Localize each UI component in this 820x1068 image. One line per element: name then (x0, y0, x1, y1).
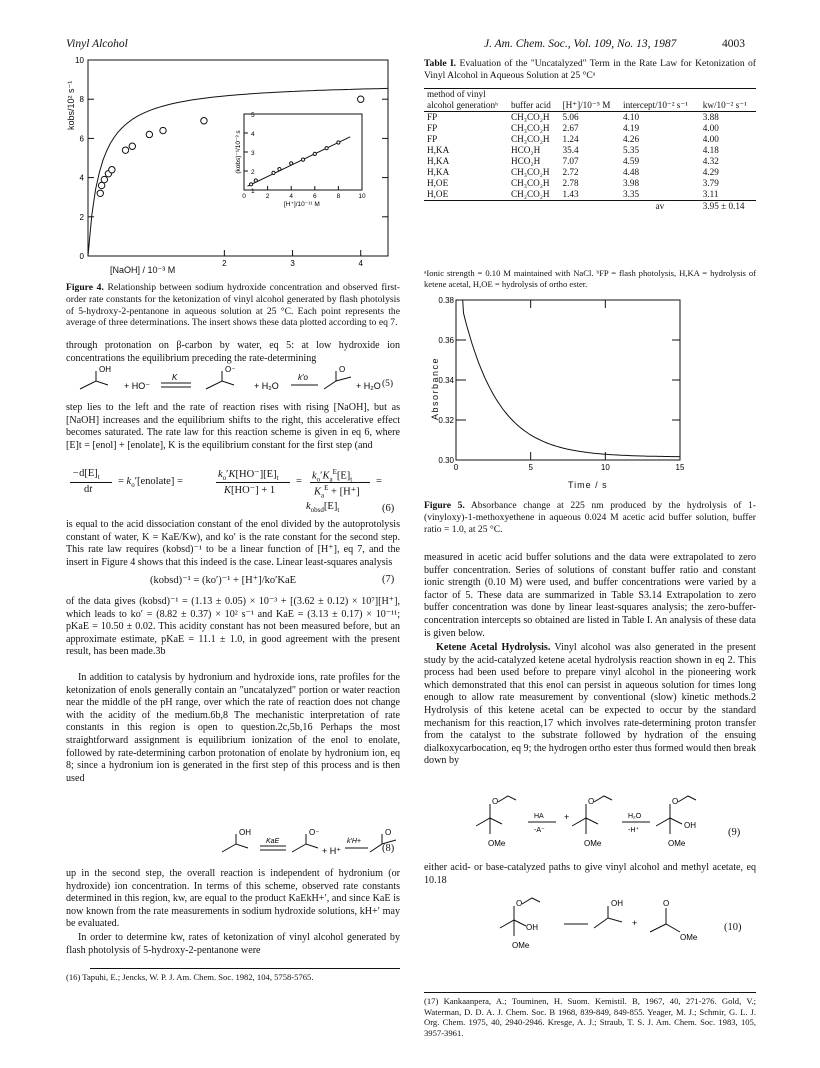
svg-text:+ H⁺: + H⁺ (322, 846, 342, 856)
figure-5-y-tick-label: 0.38 (438, 296, 454, 305)
figure-5-plot (430, 290, 720, 490)
figure-5-y-tick-label: 0.32 (438, 416, 454, 425)
svg-text:OMe: OMe (680, 933, 698, 942)
figure-4-inset-point (290, 162, 293, 165)
table-1-cell: 2.67 (562, 123, 579, 133)
running-head-left: Vinyl Alcohol (66, 38, 128, 50)
figure-4-inset-x-label: [H⁺]/10⁻¹¹ M (284, 201, 320, 208)
figure-5-x-label: Time / s (568, 480, 608, 490)
figure-4-point (201, 118, 207, 124)
equation-6-number: (6) (382, 503, 395, 514)
figure-4-inset-y-tick-label: 5 (251, 112, 255, 119)
table-1-row (424, 167, 756, 178)
svg-text:O⁻: O⁻ (309, 828, 320, 837)
table-1-row (424, 178, 756, 189)
table-1-cell: CH₃CO₂H (511, 112, 550, 122)
left-para-7: In order to determine kw, rates of ketonization of vinyl alcohol generated by flash photolysis of 5-hydroxy-2-pentanone were (66, 932, 400, 956)
table-1-cell: 2.72 (562, 167, 579, 177)
table-1-cell: CH₃CO₂H (511, 134, 550, 144)
figure-4-inset-frame (244, 114, 362, 190)
svg-text:O: O (339, 365, 346, 374)
left-para-5: In addition to catalysis by hydronium and hydroxide ions, rate profiles for the ketonization of enols generally contain an "uncatalyzed" portion or water reaction near the middle of the pH range, over which the rate of reaction does not change with the acidity of the medium.6b,8 The mechanistic interpretation of rate constants in this region is open to question.2c,5b,16 Perhaps the most straightforward assignment is equilibrium ionization of the enol to enolate, followed by rate-determining carbon protonation of enolate by hydronium ion, eq 8; since a hydronium ion is generated in the first step of this process and is then used (66, 672, 400, 784)
table-1-cell: FP (427, 112, 438, 122)
table-1-cell: 5.06 (562, 112, 579, 122)
table-1-row (424, 123, 756, 134)
svg-text:OH: OH (239, 828, 251, 837)
svg-text:O: O (663, 899, 670, 908)
table-1-row (424, 145, 756, 156)
table-1-cell: 4.26 (623, 134, 640, 144)
equation-7: (kobsd)⁻¹ = (ko′)⁻¹ + [H⁺]/ko′KaE (150, 575, 297, 586)
table-1-cell (560, 201, 621, 213)
equation-10-number: (10) (724, 922, 742, 933)
table-1-cell: 35.4 (562, 145, 579, 155)
figure-4-inset-point (272, 171, 275, 174)
table-1-cell: CH₃CO₂H (511, 167, 550, 177)
table-1-footnote: ᵃIonic strength = 0.10 M maintained with NaCl. ᵇFP = flash photolysis, H,KA = hydrolysis of ketene acetal, H,OE = hydrolysis of ortho ester. (424, 268, 756, 289)
figure-5-x-tick-label: 10 (600, 463, 610, 472)
figure-4-y-tick-label: 8 (79, 95, 84, 105)
table-1-cell: H,KA (427, 156, 450, 166)
figure-4-inset-x-tick-label: 4 (289, 193, 294, 200)
table-1-average-label: av (620, 201, 700, 213)
footnote-16: (16) Tapuhi, E.; Jencks, W. P. J. Am. Chem. Soc. 1982, 104, 5758-5765. (66, 972, 314, 982)
figure-5-caption: Figure 5. Absorbance change at 225 nm produced by the hydrolysis of 1-(vinyloxy)-1-methoxyethene in aqueous 0.024 M acetic acid buffer solution, buffer ratio = 1.0, at 25 °C. (424, 500, 756, 535)
svg-text:OH: OH (526, 923, 538, 932)
svg-text:k′o: k′o (298, 373, 308, 382)
figure-4-plot (64, 52, 400, 268)
figure-4-x-tick-label: 2 (222, 259, 227, 268)
figure-4-inset-y-tick-label: 3 (251, 150, 255, 157)
table-1-cell: 3.11 (702, 189, 719, 199)
figure-4-inset-point (301, 158, 304, 161)
figure-5-y-tick-label: 0.34 (438, 376, 454, 385)
figure-4-y-tick-label: 0 (79, 252, 84, 261)
table-1-average-row (424, 201, 756, 213)
figure-4-caption: Figure 4. Relationship between sodium hydroxide concentration and observed first-order rate constants for the ketonization of vinyl alcohol generated by flash photolysis of 5-hydroxy-2-pentanone in aqueous solution at 25 °C. Each point represents the average of three determinations. The insert shows these data plotted according to eq 7. (66, 282, 400, 329)
equation-9-scheme (466, 790, 736, 862)
svg-text:k′H+: k′H+ (347, 838, 361, 845)
figure-5-y-tick-label: 0.30 (438, 456, 454, 465)
table-1-cell: 4.18 (702, 145, 719, 155)
footnote-17: (17) Kankaanpera, A.; Touminen, H. Suom. Kemistil. B, 1967, 40, 271-276. Gold, V.; Waterman, D. D. A. J. Chem. Soc. B 1968, 839-849, 849-855. Yeager, M. J.; Schmir, G. L. J. Org. Chem. 1975, 40, 2940-2946. Kresge, A. J.; Straub, T. S. J. Am. Chem. Soc. 1983, 105, 3957-3961. (424, 996, 756, 1038)
table-1-row (424, 112, 756, 124)
figure-4-inset-x-tick-label: 8 (336, 193, 341, 200)
table-1-cell: CH₃CO₂H (511, 123, 550, 133)
table-1-cell: 1.24 (562, 134, 579, 144)
figure-4-inset-x-tick-label: 6 (312, 193, 317, 200)
figure-5-y-tick-label: 0.36 (438, 336, 454, 345)
svg-text:OH: OH (611, 899, 623, 908)
table-1-header-buffer: buffer acid (508, 89, 560, 112)
figure-4-inset-x-tick-label: 2 (265, 193, 270, 200)
svg-text:K: K (172, 373, 178, 382)
table-1-average-value: 3.95 ± 0.14 (700, 201, 756, 213)
left-para-3: is equal to the acid dissociation constant of the enol divided by the autoprotolysis constant of water, K = KaE/Kw), and ko′ is the rate constant for the second step. This rate law requires (kobsd)⁻¹ to be a linear function of [H⁺], eq 7, and the insert in Figure 4 shows that this indeed is the case. Linear least-squares analysis (66, 519, 400, 568)
table-1-cell: H,OE (427, 189, 449, 199)
figure-4-point (146, 131, 152, 137)
table-1-cell: 4.48 (623, 167, 640, 177)
figure-4-inset-x-tick-label: 0 (242, 193, 246, 200)
table-1-cell: H,KA (427, 145, 450, 155)
running-head-journal: J. Am. Chem. Soc., Vol. 109, No. 13, 1987 (484, 38, 677, 50)
figure-5-y-label: Absorbance (430, 356, 440, 420)
equation-10-scheme (490, 892, 730, 958)
table-1-cell (424, 201, 508, 213)
svg-text:OMe: OMe (512, 941, 530, 950)
svg-text:OH: OH (684, 821, 696, 830)
svg-text:+ HO⁻: + HO⁻ (124, 381, 151, 391)
figure-4-inset-y-label: (kobs)⁻¹/10⁻³ s (235, 130, 242, 174)
table-1-cell: 4.00 (702, 123, 719, 133)
table-1-cell: 3.35 (623, 189, 640, 199)
right-para-1: measured in acetic acid buffer solutions and the data were extrapolated to zero buffer concentration. Series of solutions of constant buffer ratio and constant ionic strength (0.10 M) were used, and buffer concentrations were varied by a factor of 5. These data are summarized in Table S3.14 Extrapolation to zero buffer concentration was done by linear least-squares analysis; the zero-buffer-concentration intercepts so obtained are listed in Table I. An analysis of these data is given below. (424, 552, 756, 639)
equation-7-number: (7) (382, 574, 395, 585)
figure-4-inset-x-tick-label: 10 (358, 193, 366, 200)
svg-text:O: O (588, 797, 595, 806)
right-para-2: Ketene Acetal Hydrolysis. Vinyl alcohol was also generated in the present study by the acid-catalyzed ketene acetal hydrolysis reaction shown in eq 2. This process had been used before to prepare vinyl alcohol in the pioneering work which demonstrated that this enol can persist in aqueous solution for times long enough to allow rate measurement by conventional (slow) kinetic methods.2 Hydrolysis of this ketene acetal can be expected to occur by the standard mechanism for this reaction,17 which involves rate-determining proton transfer from the catalyst to the substrate followed by hydration of the ensuing dialkoxycarbocation, eq 9; the hydrogen ortho ester thus formed would then break down by (424, 642, 756, 767)
left-footnote-rule (90, 968, 400, 969)
figure-4-inset-point (278, 168, 281, 171)
figure-5-axes (438, 296, 685, 472)
table-1-title: Table I. Evaluation of the "Uncatalyzed" Term in the Rate Law for Ketonization of Vinyl Alcohol in Aqueous Solution at 25 °Cᵃ (424, 58, 756, 81)
table-1-row (424, 189, 756, 201)
table-1-cell: 3.98 (623, 178, 640, 188)
svg-text:+ H₂O: + H₂O (254, 381, 279, 391)
figure-4-y-tick-label: 6 (79, 134, 84, 144)
left-para-2: step lies to the left and the rate of reaction rises with rising [NaOH], but as [NaOH] increases and the equilibrium shifts to the right, this accelerative effect becomes saturated. The rate law for this reaction scheme is given in eq 6, where [E]t = [enol] + [enolate], K is the equilibrium constant for the first step (and (66, 402, 400, 451)
svg-text:KaE: KaE (266, 838, 280, 845)
svg-text:+: + (632, 918, 638, 928)
figure-4-x-tick-label: 4 (358, 259, 363, 268)
equation-5-scheme (66, 363, 400, 395)
figure-4-point (358, 96, 364, 102)
table-1-body (424, 112, 756, 213)
equation-8-scheme (200, 826, 400, 860)
table-1-cell: HCO₂H (511, 145, 541, 155)
table-1-cell: 4.19 (623, 123, 640, 133)
table-1-cell: 2.78 (562, 178, 579, 188)
svg-text:O: O (492, 797, 499, 806)
table-1-cell: CH₂CO₂H (511, 189, 550, 199)
svg-text:-H⁺: -H⁺ (628, 827, 640, 834)
equation-8-number: (8) (382, 843, 395, 854)
table-1-header-method: method of vinyl alcohol generationᵇ (424, 89, 508, 112)
svg-text:OH: OH (99, 365, 111, 374)
table-1 (424, 88, 756, 212)
table-1-cell: 3.79 (702, 178, 719, 188)
left-para-4: of the data gives (kobsd)⁻¹ = (1.13 ± 0.05) × 10⁻³ + [(3.62 ± 0.12) × 10⁷][H⁺], which leads to ko′ = (8.82 ± 0.37) × 10² s⁻¹ and KaE = (3.13 ± 0.17) × 10⁻¹¹; pKaE = 10.50 ± 0.02. This acidity constant has not been measured before, but an approximate estimate, pKaE = 11.1 ± 1.0, in good agreement with the present result, has been made.3b (66, 596, 400, 658)
table-1-cell: 4.29 (702, 167, 719, 177)
svg-text:H₂O: H₂O (628, 813, 642, 820)
page-number: 4003 (722, 38, 745, 50)
table-1-header-intercept: intercept/10⁻² s⁻¹ (620, 89, 700, 112)
figure-4-y-label: kobs/10² s⁻¹ (66, 80, 76, 130)
svg-text:+: + (564, 812, 570, 822)
table-1-header-h: [H⁺]/10⁻⁵ M (560, 89, 621, 112)
table-1-cell (508, 201, 560, 213)
left-para-6: up in the second step, the overall reaction is independent of hydronium (or hydroxide) ion concentration. In terms of this scheme, observed rate constants determined in this region, kw, are equal to the product KaEkH+′, and since KaE is now known from the rate measurements in sodium hydroxide solutions, kH+′ may be evaluated. (66, 868, 400, 930)
table-1-row (424, 134, 756, 145)
svg-text:O: O (516, 899, 523, 908)
svg-text:O⁻: O⁻ (225, 365, 236, 374)
equation-5-number: (5) (382, 379, 394, 389)
table-1-cell: H,OE (427, 178, 449, 188)
figure-5-decay-curve (463, 300, 680, 457)
figure-4-inset-point (325, 147, 328, 150)
table-1-cell: 3.88 (702, 112, 719, 122)
figure-4-inset-y-tick-label: 4 (251, 131, 255, 138)
svg-text:OMe: OMe (584, 839, 602, 848)
table-1-cell: 4.10 (623, 112, 640, 122)
table-1-cell: 5.35 (623, 145, 640, 155)
figure-4-inset-point (254, 179, 257, 182)
figure-5-x-tick-label: 0 (453, 463, 459, 472)
figure-4-inset-point (249, 183, 252, 186)
table-1-row (424, 156, 756, 167)
table-1-cell: H,KA (427, 167, 450, 177)
figure-4-inset-y-tick-label: 1 (251, 188, 255, 195)
figure-4-y-tick-label: 4 (79, 173, 84, 183)
table-1-header-kw: kw/10⁻² s⁻¹ (700, 89, 756, 112)
right-footnote-rule (424, 992, 756, 993)
figure-4-inset-y-tick-label: 2 (251, 169, 255, 176)
svg-text:OMe: OMe (668, 839, 686, 848)
table-1-cell: FP (427, 123, 438, 133)
figure-4-point (160, 127, 166, 133)
figure-4-inset-point (313, 152, 316, 155)
figure-5-x-tick-label: 5 (528, 463, 533, 472)
table-1-cell: 4.59 (623, 156, 640, 166)
table-1-cell: 7.07 (562, 156, 579, 166)
figure-5-x-tick-label: 15 (675, 463, 685, 472)
figure-4-y-tick-label: 2 (79, 212, 84, 222)
table-1-cell: 4.00 (702, 134, 719, 144)
figure-4-inset-point (337, 141, 340, 144)
equation-6: $-d[E]_t$ dt = $k_o'[enolate]$ = $k_o'K[HO^-][E]_t$ K[HO⁻] + 1 = $k_o'K_a^E[E]_t$ $K_a^E + [H^+]$ = $k_{obsd}[E]_t$ (72, 468, 382, 515)
figure-5-frame (456, 300, 680, 460)
table-1-cell: 4.32 (702, 156, 719, 166)
table-1-cell: 1.43 (562, 189, 579, 199)
figure-4-axes (75, 56, 388, 268)
table-1-cell: CH₃CO₂H (511, 178, 550, 188)
svg-text:HA: HA (534, 813, 544, 820)
figure-4-point (129, 143, 135, 149)
figure-4-x-tick-label: 3 (290, 259, 295, 268)
left-para-1: through protonation on β-carbon by water, eq 5: at low hydroxide ion concentrations the equilibrium preceding the rate-determining (66, 340, 400, 364)
svg-text:O: O (672, 797, 679, 806)
svg-text:-A⁻: -A⁻ (534, 827, 545, 834)
svg-text:OMe: OMe (488, 839, 506, 848)
table-1-cell: HCO₂H (511, 156, 541, 166)
figure-4-point (122, 147, 128, 153)
figure-4-x-label: [NaOH] / 10⁻³ M (110, 265, 176, 275)
svg-text:+ H₂O: + H₂O (356, 381, 381, 391)
equation-9-number: (9) (728, 827, 741, 838)
figure-4-point (109, 167, 115, 173)
svg-text:O: O (385, 828, 392, 837)
table-1-cell: FP (427, 134, 438, 144)
figure-4-y-tick-label: 10 (75, 56, 84, 65)
figure-4-point (101, 176, 107, 182)
figure-4-point (97, 190, 103, 196)
right-para-3: either acid- or base-catalyzed paths to give vinyl alcohol and methyl acetate, eq 10.18 (424, 862, 756, 886)
